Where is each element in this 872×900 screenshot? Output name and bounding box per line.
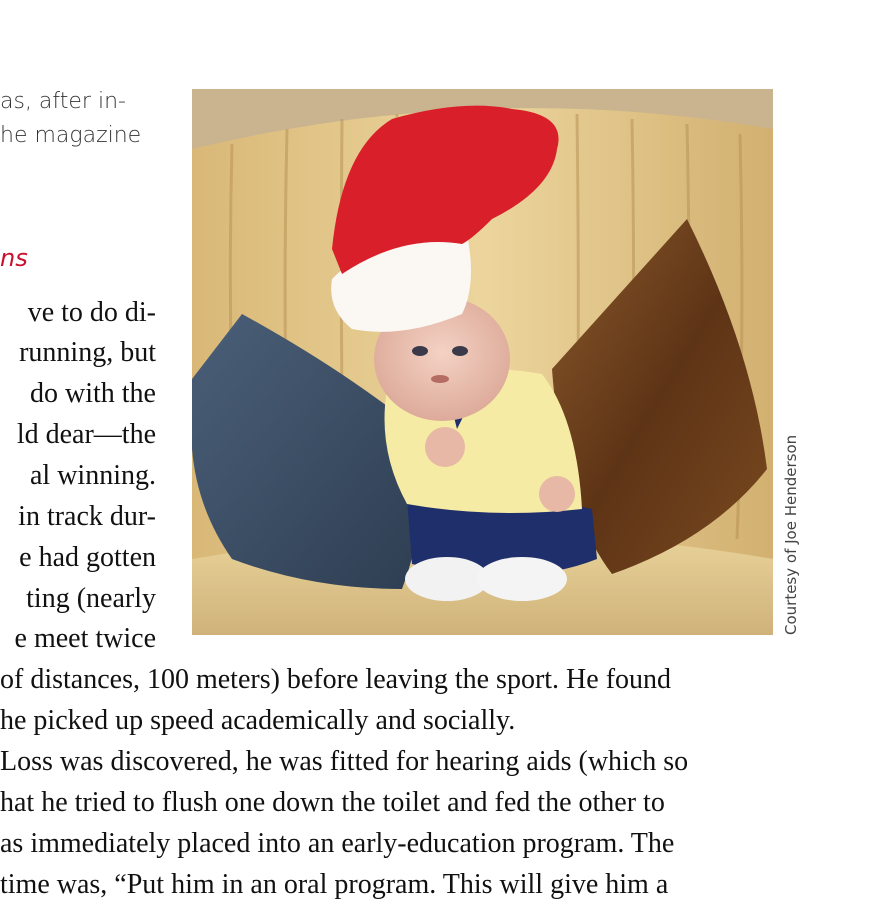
column-line-7: e had gotten — [19, 542, 156, 573]
baby-right-eye — [452, 346, 468, 356]
baby-right-foot — [477, 557, 567, 601]
section-heading: ns — [0, 244, 28, 272]
baby-photo-illustration — [192, 89, 773, 635]
column-line-3: do with the — [30, 378, 156, 409]
baby-left-eye — [412, 346, 428, 356]
body-line-4: hat he tried to flush one down the toilet and fed the other to — [0, 787, 665, 818]
photo-credit-text: Courtesy of Joe Henderson — [782, 434, 800, 635]
baby-right-hand — [539, 476, 575, 512]
baby-photo — [192, 89, 773, 635]
intro-line-1: as, after in- — [0, 89, 126, 114]
column-line-2: running, but — [19, 337, 156, 368]
body-line-3: Loss was discovered, he was fitted for hearing aids (which so — [0, 746, 689, 777]
column-line-5: al winning. — [30, 460, 156, 491]
body-line-6: time was, “Put him in an oral program. This will give him a — [0, 869, 669, 900]
column-line-1: ve to do di- — [27, 297, 156, 328]
baby-left-foot — [405, 557, 489, 601]
column-line-9: e meet twice — [14, 623, 156, 654]
body-line-1: of distances, 100 meters) before leaving the sport. He found — [0, 664, 672, 695]
column-line-4: ld dear—the — [16, 419, 156, 450]
column-line-8: ting (nearly — [26, 583, 156, 614]
column-line-6: in track dur- — [18, 501, 156, 532]
body-line-2: he picked up speed academically and socially. — [0, 705, 516, 736]
body-line-5: as immediately placed into an early-education program. The — [0, 828, 675, 859]
intro-line-2: he magazine — [0, 123, 142, 148]
baby-mouth — [431, 375, 449, 383]
photo-credit — [778, 434, 872, 635]
baby-left-hand — [425, 427, 465, 467]
